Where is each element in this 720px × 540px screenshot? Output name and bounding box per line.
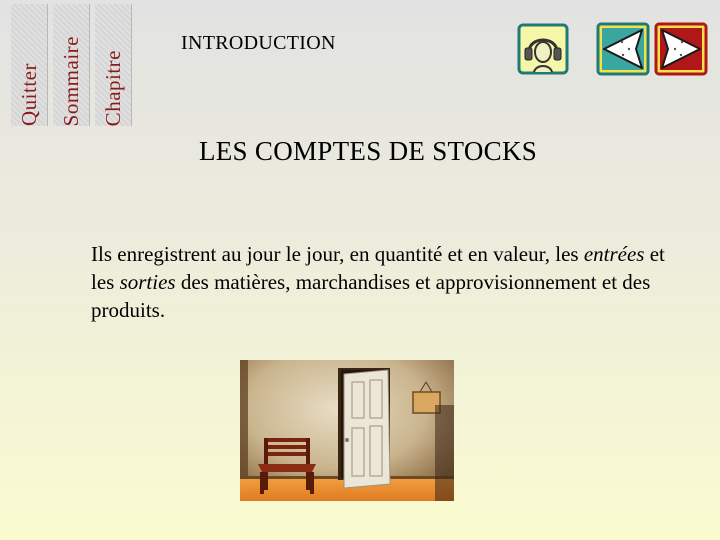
chapter-tab-label: Chapitre [100,49,125,126]
headphones-icon[interactable] [516,22,570,76]
paragraph-part-1: Ils enregistrent au jour le jour, en quantité et en valeur, les [91,242,584,266]
chapter-tab[interactable] [95,4,132,126]
entrees-term: entrées [583,242,645,266]
paragraph-part-2: et les [91,242,665,294]
quit-tab[interactable] [11,4,48,126]
sorties-term: sorties [119,270,176,294]
quit-tab-label: Quitter [16,63,41,126]
paragraph-part-3: des matières, marchandises et approvisionnement et des produits. [91,270,651,322]
previous-button[interactable] [596,22,650,76]
summary-tab[interactable] [53,4,90,126]
next-button[interactable] [654,22,708,76]
section-title: INTRODUCTION [181,32,336,54]
body-paragraph [91,240,691,324]
summary-tab-label: Sommaire [58,35,83,126]
page-title: LES COMPTES DE STOCKS [198,136,538,166]
room-illustration [240,360,454,501]
